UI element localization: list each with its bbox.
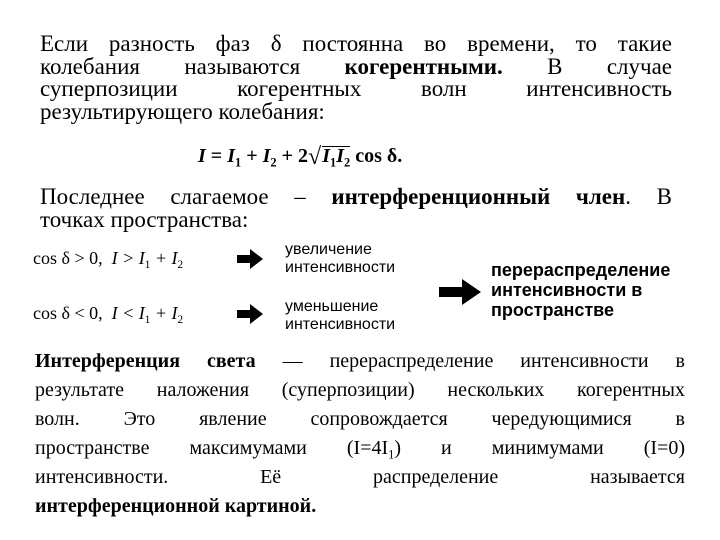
text-line: результирующего колебания: — [40, 98, 325, 124]
term-interference: интерференционный член — [331, 184, 626, 209]
formula-op: + — [241, 145, 263, 167]
formula-symbol: I — [227, 145, 235, 167]
formula-subscript: 2 — [177, 313, 184, 326]
condition-positive — [33, 248, 183, 269]
formula-subscript: 2 — [343, 155, 351, 170]
result-increase — [285, 241, 395, 277]
text-span: пространстве максимумами (I=4I — [35, 437, 389, 459]
text-line — [35, 347, 685, 376]
arrow-right-icon — [438, 277, 482, 307]
text-span: ) и минимумами (I=0) — [394, 437, 685, 459]
radicand — [322, 145, 351, 170]
term-interference-pattern: интерференционной картиной. — [35, 495, 317, 517]
paragraph-coherence — [40, 33, 672, 123]
formula-subscript: 1 — [329, 155, 337, 170]
cond-cos: cos δ < 0, — [33, 303, 103, 323]
text-span: В случае — [502, 53, 672, 79]
formula-cos: cos δ. — [350, 145, 403, 167]
arrow-right-icon — [236, 247, 264, 271]
text-line: точках пространства: — [40, 206, 249, 232]
text-line: результате наложения (суперпозиции) нескольких когерентных — [35, 379, 685, 401]
text-span: колебания называются — [40, 53, 345, 79]
text-line — [35, 434, 685, 463]
text-line — [40, 186, 672, 209]
text-line: интенсивности — [285, 259, 396, 276]
paragraph-definition — [35, 347, 685, 521]
text-line: перераспределение — [491, 260, 671, 280]
formula-symbol: I — [262, 145, 271, 167]
conclusion-redistribution — [491, 260, 670, 320]
formula-symbol: I — [198, 145, 206, 167]
formula-op: = — [205, 145, 228, 167]
formula-symbol: I — [336, 145, 344, 167]
text-line: волн. Это явление сопровождается чередующимися в — [35, 408, 685, 430]
formula-subscript: 1 — [235, 155, 242, 170]
formula-subscript: 1 — [144, 313, 151, 326]
radical-sign: √ — [308, 144, 322, 170]
cond-ineq: I > I — [111, 248, 145, 268]
term-light-interference: Интерференция света — [35, 350, 256, 372]
formula-subscript: 1 — [144, 258, 151, 271]
text-line: уменьшение — [285, 298, 379, 315]
formula-symbol: I — [322, 145, 330, 167]
result-decrease — [285, 298, 395, 334]
paragraph-interference-term — [40, 186, 672, 231]
formula-subscript: 2 — [177, 258, 184, 271]
cond-ineq: I < I — [111, 303, 145, 323]
text-line — [35, 492, 685, 521]
text-span: . В — [625, 184, 673, 209]
cond-cos: cos δ > 0, — [33, 248, 103, 268]
text-line: пространстве — [491, 300, 614, 320]
text-span: — перераспределение интенсивности в — [255, 350, 685, 372]
formula-op: + 2 — [276, 145, 309, 167]
text-line — [40, 53, 672, 79]
text-line: интенсивности — [285, 316, 396, 333]
arrow-right-icon — [236, 302, 264, 326]
formula-subscript: 2 — [270, 155, 277, 170]
text-line: интенсивности. Её распределение называется — [35, 466, 685, 488]
text-line: увеличение — [285, 241, 372, 258]
formula-subscript: 1 — [388, 447, 395, 462]
cond-ineq: + I — [150, 303, 178, 323]
text-line: интенсивности в — [491, 280, 643, 300]
cond-ineq: + I — [150, 248, 178, 268]
term-coherent: когерентными. — [344, 53, 503, 79]
condition-negative — [33, 303, 183, 324]
text-span: Последнее слагаемое – — [40, 184, 332, 209]
intensity-formula — [198, 144, 402, 171]
text-line: суперпозиции когерентных волн интенсивность — [40, 76, 672, 101]
text-line: Если разность фаз δ постоянна во времени, то такие — [40, 31, 672, 56]
